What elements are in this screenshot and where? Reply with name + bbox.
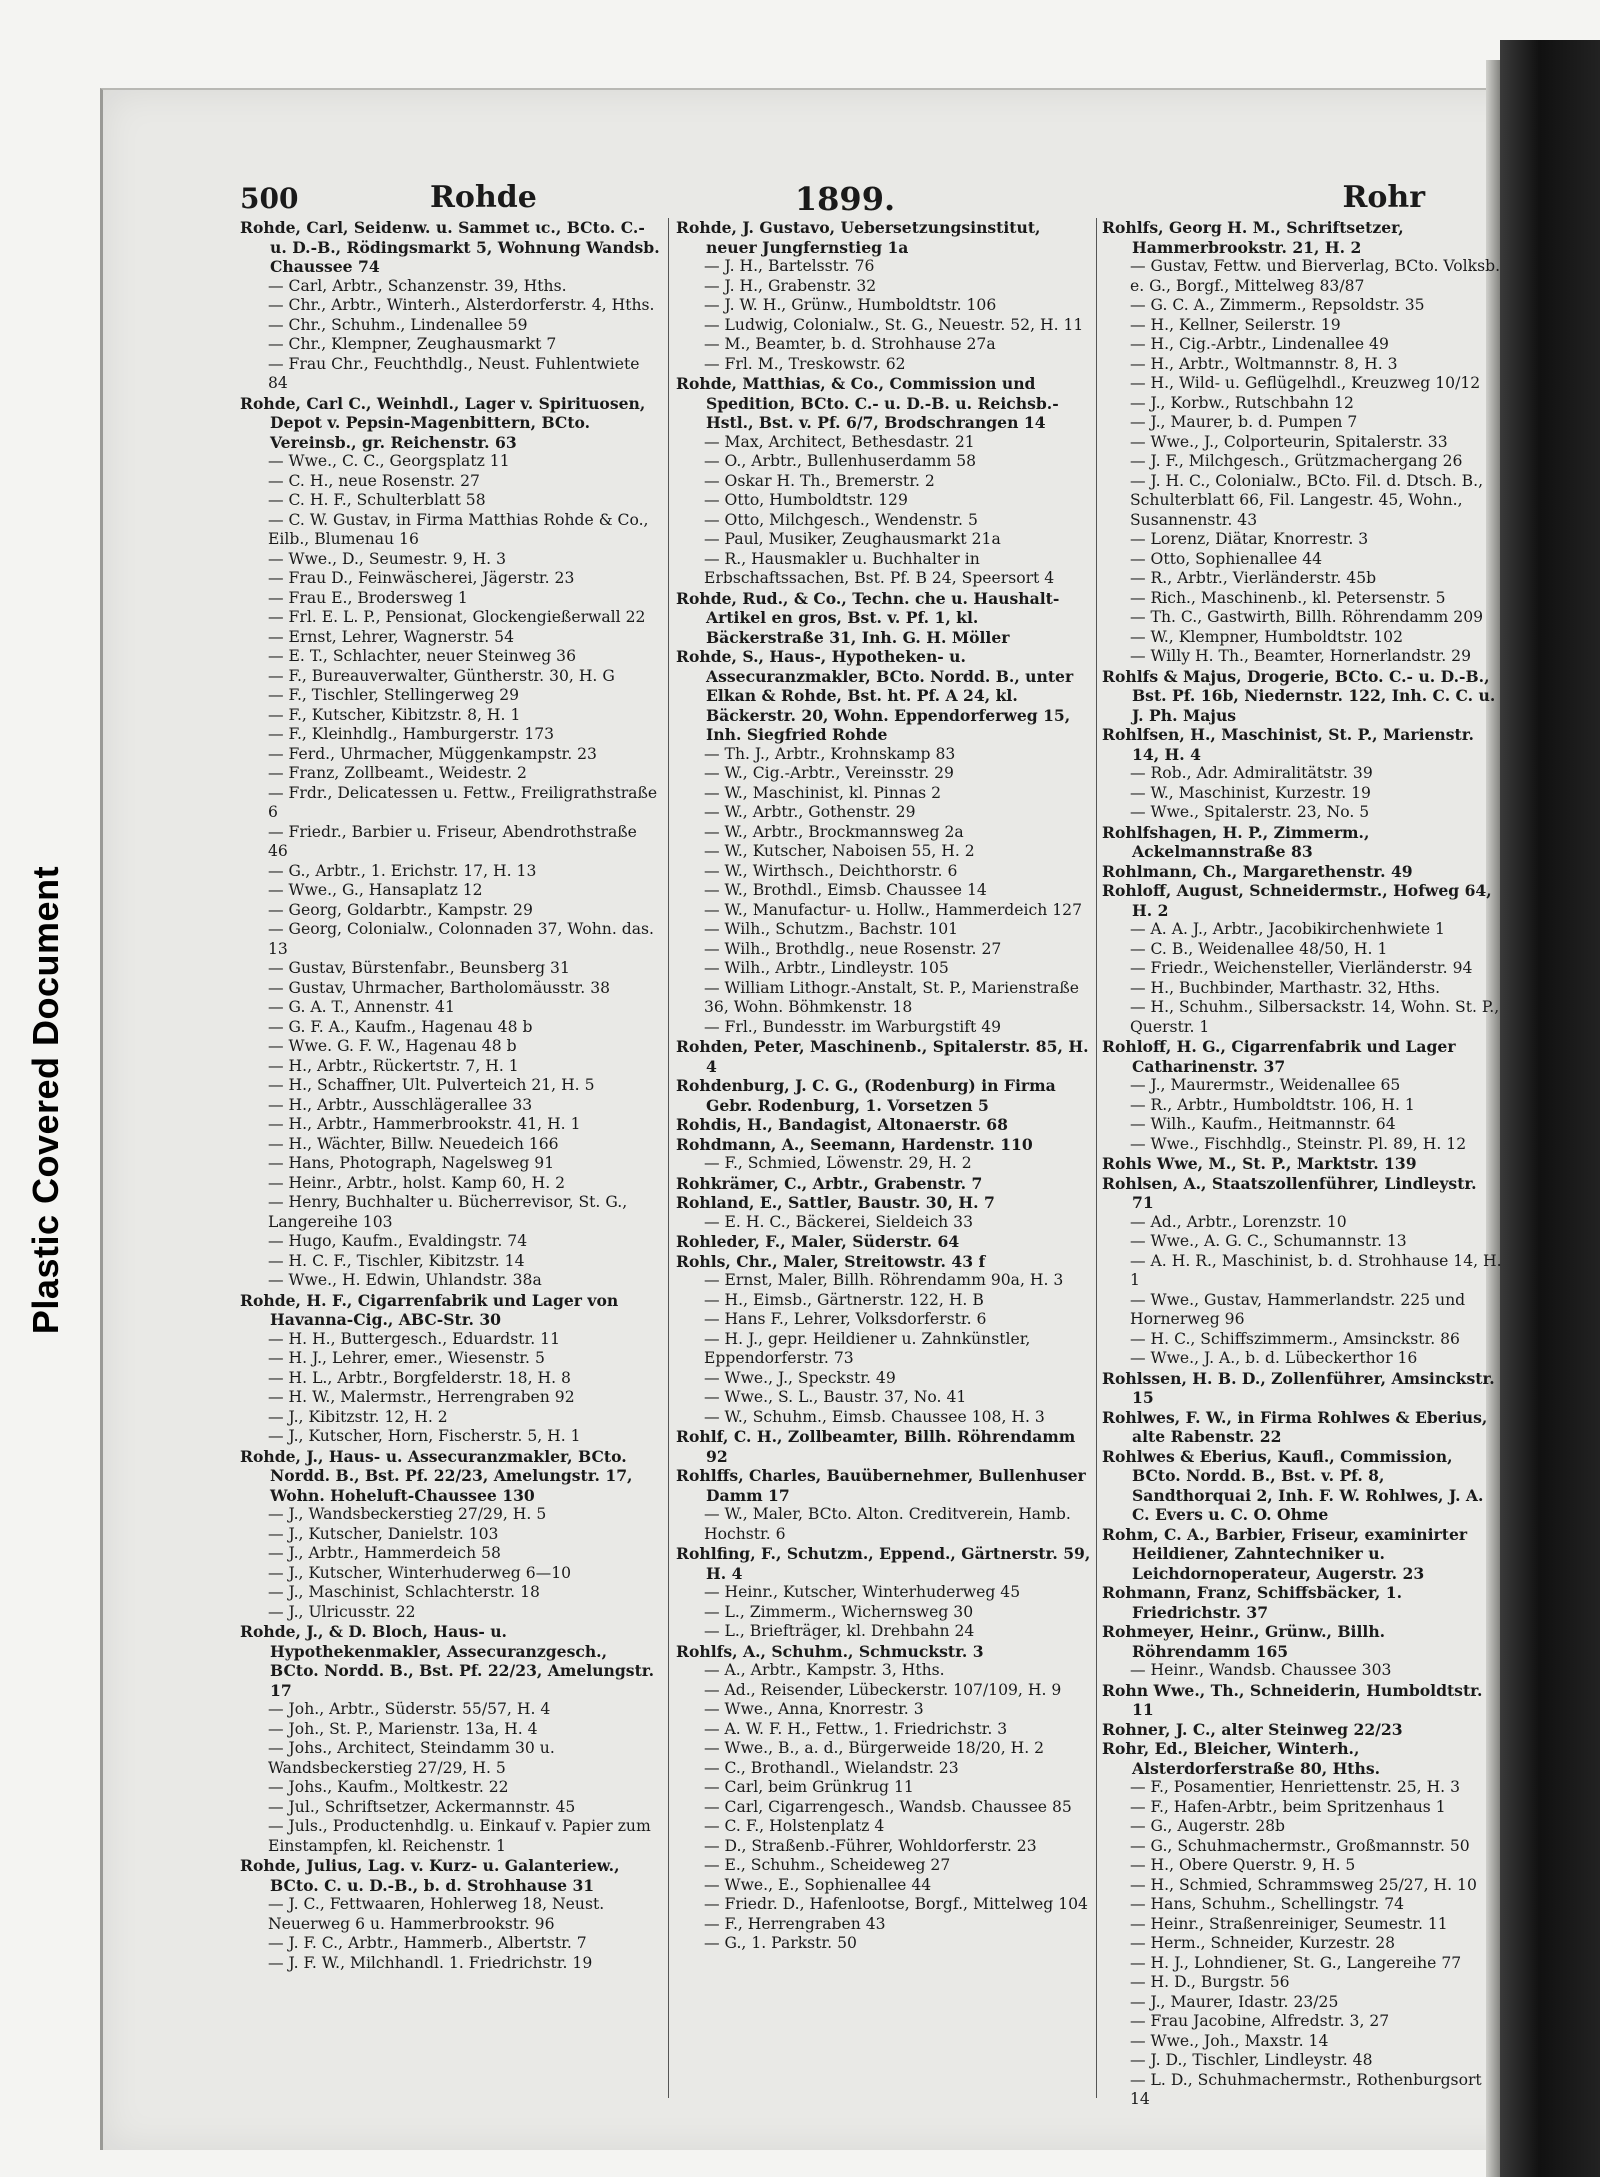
directory-entry: — J. F., Milchgesch., Grützmachergang 26 bbox=[1130, 452, 1463, 470]
directory-entry: — C. F., Holstenplatz 4 bbox=[704, 1817, 885, 1835]
directory-entry: — J., Maschinist, Schlachterstr. 18 bbox=[268, 1583, 540, 1601]
directory-entry: — J., Maurer, Idastr. 23/25 bbox=[1130, 1992, 1339, 2011]
directory-entry: — Frdr., Delicatessen u. Fettw., Freiligrathstraße 6 bbox=[268, 783, 658, 821]
directory-entry: — G., Arbtr., 1. Erichstr. 17, H. 13 bbox=[268, 861, 537, 880]
directory-entry: Rohls, Chr., Maler, Streitowstr. 43 f bbox=[676, 1251, 986, 1271]
directory-entry: — W., Klempner, Humboldtstr. 102 bbox=[1130, 627, 1404, 646]
directory-entry: — H. L., Arbtr., Borgfelderstr. 18, H. 8 bbox=[268, 1368, 571, 1387]
directory-entry: — Carl, Arbtr., Schanzenstr. 39, Hths. bbox=[268, 276, 567, 295]
directory-entry: — J. F. W., Milchhandl. 1. Friedrichstr. 19 bbox=[268, 1953, 593, 1972]
directory-entry: — W., Brothdl., Eimsb. Chaussee 14 bbox=[704, 881, 987, 899]
directory-entry: Rohloff, August, Schneidermstr., Hofweg 64, H. 2 bbox=[1102, 881, 1492, 920]
directory-entry: — J. H. C., Colonialw., BCto. Fil. d. Dtsch. B., Schulterblatt 66, Fil. Langestr. 45, Wohn., Susannenstr. 43 bbox=[1130, 471, 1484, 529]
directory-entry: Rohlwes, F. W., in Firma Rohlwes & Eberius, alte Rabenstr. 22 bbox=[1102, 1407, 1488, 1446]
directory-entry: Rohlsen, A., Staatszollenführer, Lindleystr. 71 bbox=[1102, 1173, 1477, 1212]
directory-entry: — G., Schuhmachermstr., Großmannstr. 50 bbox=[1130, 1836, 1470, 1855]
directory-entry: — Henry, Buchhalter u. Bücherrevisor, St. G., Langereihe 103 bbox=[268, 1193, 628, 1231]
directory-entry: — Th. C., Gastwirth, Billh. Röhrendamm 209 bbox=[1130, 608, 1484, 626]
directory-entry: — Joh., St. P., Marienstr. 13a, H. 4 bbox=[268, 1719, 538, 1738]
directory-entry: Rohm, C. A., Barbier, Friseur, examinirter Heildiener, Zahntechniker u. Leichdornoperateur, Augerstr. 23 bbox=[1102, 1524, 1468, 1583]
directory-entry: — Wwe., J., Speckstr. 49 bbox=[704, 1368, 896, 1387]
directory-entry: — A. A. J., Arbtr., Jacobikirchenhwiete 1 bbox=[1130, 920, 1445, 938]
directory-entry: Rohleder, F., Maler, Süderstr. 64 bbox=[676, 1232, 960, 1251]
directory-entry: — G. C. A., Zimmerm., Repsoldstr. 35 bbox=[1130, 296, 1425, 314]
directory-entry: — Ernst, Lehrer, Wagnerstr. 54 bbox=[268, 627, 515, 646]
directory-entry: — Otto, Humboldtstr. 129 bbox=[704, 491, 908, 509]
directory-entry: — R., Arbtr., Humboldtstr. 106, H. 1 bbox=[1130, 1095, 1415, 1114]
directory-entry: — Wwe., Joh., Maxstr. 14 bbox=[1130, 2031, 1329, 2050]
directory-entry: — J. H., Bartelsstr. 76 bbox=[704, 257, 875, 275]
directory-entry: — W., Arbtr., Gothenstr. 29 bbox=[704, 803, 916, 821]
left-running-head: Rohde bbox=[430, 180, 537, 215]
directory-entry: — J., Kutscher, Horn, Fischerstr. 5, H. 1 bbox=[268, 1427, 581, 1445]
directory-entry: — G., 1. Parkstr. 50 bbox=[704, 1934, 857, 1952]
directory-entry: — Wwe., S. L., Baustr. 37, No. 41 bbox=[704, 1388, 967, 1406]
directory-entry: — Wwe., H. Edwin, Uhlandstr. 38a bbox=[268, 1271, 542, 1289]
directory-entry: Rohde, J. Gustavo, Uebersetzungsinstitut, neuer Jungfernstieg 1a bbox=[676, 218, 1041, 257]
directory-entry: — Oskar H. Th., Bremerstr. 2 bbox=[704, 471, 935, 490]
directory-entry: — W., Wirthsch., Deichthorstr. 6 bbox=[704, 861, 958, 880]
directory-entry: — J., Kibitzstr. 12, H. 2 bbox=[268, 1407, 448, 1426]
directory-entry: Rohdis, H., Bandagist, Altonaerstr. 68 bbox=[676, 1115, 1009, 1134]
directory-entry: — H., Arbtr., Ausschlägerallee 33 bbox=[268, 1095, 533, 1114]
directory-entry: — Chr., Klempner, Zeughausmarkt 7 bbox=[268, 335, 557, 353]
directory-entry: — Max, Architect, Bethesdastr. 21 bbox=[704, 432, 975, 451]
directory-entry: — F., Bureauverwalter, Güntherstr. 30, H. G bbox=[268, 666, 615, 685]
directory-entry: Rohlfing, F., Schutzm., Eppend., Gärtnerstr. 59, H. 4 bbox=[676, 1544, 1091, 1583]
directory-entry: — A., Arbtr., Kampstr. 3, Hths. bbox=[704, 1661, 945, 1679]
directory-entry: — Rich., Maschinenb., kl. Petersenstr. 5 bbox=[1130, 588, 1446, 607]
directory-entry: — Wilh., Kaufm., Heitmannstr. 64 bbox=[1130, 1115, 1396, 1133]
directory-entry: Rohlfs & Majus, Drogerie, BCto. C.- u. D.-B., Bst. Pf. 16b, Niedernstr. 122, Inh. C. C. u. J. Ph. Majus bbox=[1102, 666, 1496, 725]
directory-entry: — Georg, Colonialw., Colonnaden 37, Wohn. das. 13 bbox=[268, 920, 654, 958]
directory-entry: — F., Posamentier, Henriettenstr. 25, H. 3 bbox=[1130, 1778, 1461, 1796]
directory-entry: — Wwe., C. C., Georgsplatz 11 bbox=[268, 452, 510, 470]
directory-entry: — W., Manufactur- u. Hollw., Hammerdeich 127 bbox=[704, 900, 1082, 919]
directory-entry: — Wwe., Anna, Knorrestr. 3 bbox=[704, 1700, 924, 1718]
directory-entry: — W., Kutscher, Naboisen 55, H. 2 bbox=[704, 842, 975, 860]
directory-column-3 bbox=[1102, 218, 1502, 2108]
directory-entry: — Wwe., Fischhdlg., Steinstr. Pl. 89, H. 12 bbox=[1130, 1134, 1467, 1153]
directory-entry: — J. D., Tischler, Lindleystr. 48 bbox=[1130, 2051, 1373, 2069]
directory-entry: — Hans, Schuhm., Schellingstr. 74 bbox=[1130, 1895, 1405, 1913]
directory-entry: — G. F. A., Kaufm., Hagenau 48 b bbox=[268, 1017, 533, 1036]
directory-entry: — Chr., Arbtr., Winterh., Alsterdorferstr. 4, Hths. bbox=[268, 296, 655, 314]
directory-entry: — Wwe., Spitalerstr. 23, No. 5 bbox=[1130, 803, 1370, 821]
directory-entry: — H., Cig.-Arbtr., Lindenallee 49 bbox=[1130, 335, 1389, 353]
directory-entry: — Frau Jacobine, Alfredstr. 3, 27 bbox=[1130, 2012, 1390, 2030]
directory-entry: — H., Obere Querstr. 9, H. 5 bbox=[1130, 1856, 1356, 1874]
directory-entry: — F., Schmied, Löwenstr. 29, H. 2 bbox=[704, 1154, 972, 1172]
directory-entry: — D., Straßenb.-Führer, Wohldorferstr. 23 bbox=[704, 1836, 1037, 1855]
directory-entry: — C. B., Weidenallee 48/50, H. 1 bbox=[1130, 939, 1388, 958]
directory-entry: Rohdenburg, J. C. G., (Rodenburg) in Firma Gebr. Rodenburg, 1. Vorsetzen 5 bbox=[676, 1076, 1056, 1115]
directory-entry: — Johs., Architect, Steindamm 30 u. Wandsbeckerstieg 27/29, H. 5 bbox=[268, 1739, 555, 1777]
directory-entry: — H. J., Lehrer, emer., Wiesenstr. 5 bbox=[268, 1349, 545, 1367]
directory-entry: — Friedr., Weichensteller, Vierländerstr. 94 bbox=[1130, 959, 1473, 977]
directory-column-1 bbox=[240, 218, 660, 2108]
directory-entry: Rohkrämer, C., Arbtr., Grabenstr. 7 bbox=[676, 1173, 983, 1193]
directory-entry: — Hans F., Lehrer, Volksdorferstr. 6 bbox=[704, 1310, 987, 1328]
directory-entry: — J. W. H., Grünw., Humboldtstr. 106 bbox=[704, 296, 997, 314]
directory-entry: Rohde, Julius, Lag. v. Kurz- u. Galanteriew., BCto. C. u. D.-B., b. d. Strohhause 31 bbox=[240, 1856, 620, 1895]
directory-entry: — A. H. R., Maschinist, b. d. Strohhause 14, H. 1 bbox=[1130, 1251, 1502, 1289]
right-running-head: Rohr bbox=[1342, 180, 1425, 215]
directory-entry: Rohlffs, Charles, Bauübernehmer, Bullenhuser Damm 17 bbox=[676, 1466, 1086, 1505]
directory-entry: — J., Maurermstr., Weidenallee 65 bbox=[1130, 1076, 1401, 1094]
directory-entry: — J. C., Fettwaaren, Hohlerweg 18, Neust. Neuerweg 6 u. Hammerbrookstr. 96 bbox=[268, 1895, 605, 1933]
directory-entry: — Wwe., J. A., b. d. Lübeckerthor 16 bbox=[1130, 1349, 1418, 1367]
directory-entry: — M., Beamter, b. d. Strohhause 27a bbox=[704, 335, 996, 353]
directory-entry: Rohlwes & Eberius, Kaufl., Commission, BCto. Nordd. B., Bst. v. Pf. 8, Sandthorquai 2, Inh. F. W. Rohlwes, J. A. C. Evers u. C. O. Ohme bbox=[1102, 1446, 1484, 1524]
directory-entry: — R., Hausmakler u. Buchhalter in Erbschaftssachen, Bst. Pf. B 24, Speersort 4 bbox=[704, 549, 1055, 587]
directory-entry: Rohde, S., Haus-, Hypotheken- u. Assecuranzmakler, BCto. Nordd. B., unter Elkan & Rohde, Bst. ht. Pf. A 24, kl. Bäckerstr. 20, Wohn. Eppendorferweg 15, Inh. Siegfried Rohde bbox=[676, 647, 1074, 744]
directory-entry: — William Lithogr.-Anstalt, St. P., Marienstraße 36, Wohn. Böhmkenstr. 18 bbox=[704, 978, 1080, 1016]
directory-entry: — E., Schuhm., Scheideweg 27 bbox=[704, 1856, 951, 1874]
directory-entry: — W., Maler, BCto. Alton. Creditverein, Hamb. Hochstr. 6 bbox=[704, 1505, 1071, 1543]
directory-entry: — H., Schaffner, Ult. Pulverteich 21, H. 5 bbox=[268, 1076, 595, 1094]
directory-entry: — Carl, Cigarrengesch., Wandsb. Chaussee 85 bbox=[704, 1797, 1072, 1816]
directory-entry: Rohlf, C. H., Zollbeamter, Billh. Röhrendamm 92 bbox=[676, 1427, 1076, 1466]
directory-entry: — H., Arbtr., Rückertstr. 7, H. 1 bbox=[268, 1056, 519, 1075]
directory-entry: — Gustav, Bürstenfabr., Beunsberg 31 bbox=[268, 959, 570, 977]
directory-entry: — W., Schuhm., Eimsb. Chaussee 108, H. 3 bbox=[704, 1407, 1045, 1426]
directory-entry: — Wwe., Gustav, Hammerlandstr. 225 und Hornerweg 96 bbox=[1130, 1290, 1466, 1328]
directory-entry: Rohdmann, A., Seemann, Hardenstr. 110 bbox=[676, 1134, 1033, 1154]
directory-entry: — Wwe., D., Seumestr. 9, H. 3 bbox=[268, 549, 507, 568]
directory-entry: Rohr, Ed., Bleicher, Winterh., Alsterdorferstraße 80, Hths. bbox=[1102, 1739, 1381, 1778]
directory-entry: — Carl, beim Grünkrug 11 bbox=[704, 1778, 914, 1796]
directory-entry: — G. A. T., Annenstr. 41 bbox=[268, 998, 455, 1016]
directory-entry: — C. H. F., Schulterblatt 58 bbox=[268, 491, 486, 509]
directory-entry: — Wwe., A. G. C., Schumannstr. 13 bbox=[1130, 1232, 1407, 1250]
directory-entry: — Heinr., Straßenreiniger, Seumestr. 11 bbox=[1130, 1914, 1448, 1933]
directory-entry: — H. J., Lohndiener, St. G., Langereihe 77 bbox=[1130, 1953, 1462, 1972]
directory-entry: — F., Kutscher, Kibitzstr. 8, H. 1 bbox=[268, 705, 521, 724]
directory-entry: — J., Ulricusstr. 22 bbox=[268, 1602, 416, 1621]
directory-entry: — Wwe., B., a. d., Bürgerweide 18/20, H. 2 bbox=[704, 1739, 1045, 1757]
directory-entry: — R., Arbtr., Vierländerstr. 45b bbox=[1130, 569, 1377, 587]
directory-entry: — Franz, Zollbeamt., Weidestr. 2 bbox=[268, 764, 527, 782]
directory-entry: — Frau Chr., Feuchthdlg., Neust. Fuhlentwiete 84 bbox=[268, 354, 640, 392]
column-rule-1 bbox=[668, 218, 669, 2098]
directory-entry: — H., Eimsb., Gärtnerstr. 122, H. B bbox=[704, 1290, 984, 1309]
directory-entry: — Friedr. D., Hafenlootse, Borgf., Mittelweg 104 bbox=[704, 1895, 1088, 1913]
directory-entry: — Otto, Sophienallee 44 bbox=[1130, 549, 1323, 568]
directory-entry: Rohmann, Franz, Schiffsbäcker, 1. Friedrichstr. 37 bbox=[1102, 1583, 1403, 1622]
directory-entry: Rohlfs, A., Schuhm., Schmuckstr. 3 bbox=[676, 1641, 984, 1661]
directory-entry: — H., Arbtr., Woltmannstr. 8, H. 3 bbox=[1130, 354, 1398, 373]
directory-entry: — Gustav, Fettw. und Bierverlag, BCto. Volksb. e. G., Borgf., Mittelweg 83/87 bbox=[1130, 257, 1501, 295]
directory-entry: — H., Wild- u. Geflügelhdl., Kreuzweg 10/12 bbox=[1130, 374, 1481, 392]
directory-entry: — J., Korbw., Rutschbahn 12 bbox=[1130, 393, 1354, 412]
book-spine bbox=[1500, 40, 1600, 2177]
directory-entry: Rohloff, H. G., Cigarrenfabrik und Lager Catharinenstr. 37 bbox=[1102, 1037, 1456, 1076]
year-heading: 1899. bbox=[794, 180, 896, 218]
directory-entry: — F., Hafen-Arbtr., beim Spritzenhaus 1 bbox=[1130, 1797, 1446, 1816]
directory-entry: Rohde, H. F., Cigarrenfabrik und Lager von Havanna-Cig., ABC-Str. 30 bbox=[240, 1290, 619, 1329]
directory-entry: — H., Schuhm., Silbersackstr. 14, Wohn. St. P., Querstr. 1 bbox=[1130, 998, 1500, 1036]
directory-entry: — E. H. C., Bäckerei, Sieldeich 33 bbox=[704, 1212, 974, 1231]
directory-entry: — W., Maschinist, kl. Pinnas 2 bbox=[704, 783, 942, 802]
directory-entry: — Lorenz, Diätar, Knorrestr. 3 bbox=[1130, 530, 1369, 548]
directory-entry: — Ad., Reisender, Lübeckerstr. 107/109, H. 9 bbox=[704, 1680, 1062, 1699]
directory-entry: Rohden, Peter, Maschinenb., Spitalerstr. 85, H. 4 bbox=[676, 1037, 1089, 1076]
directory-entry: — Wwe., E., Sophienallee 44 bbox=[704, 1875, 932, 1894]
directory-entry: — H., Kellner, Seilerstr. 19 bbox=[1130, 315, 1341, 334]
directory-entry: — Herm., Schneider, Kurzestr. 28 bbox=[1130, 1934, 1396, 1952]
directory-entry: — Frau D., Feinwäscherei, Jägerstr. 23 bbox=[268, 569, 575, 587]
directory-entry: — Otto, Milchgesch., Wendenstr. 5 bbox=[704, 510, 978, 529]
directory-entry: — C. H., neue Rosenstr. 27 bbox=[268, 471, 480, 490]
directory-entry: — O., Arbtr., Bullenhuserdamm 58 bbox=[704, 452, 977, 470]
directory-entry: Rohmeyer, Heinr., Grünw., Billh. Röhrendamm 165 bbox=[1102, 1622, 1386, 1661]
directory-entry: — F., Herrengraben 43 bbox=[704, 1914, 886, 1933]
directory-entry: Rohn Wwe., Th., Schneiderin, Humboldtstr. 11 bbox=[1102, 1680, 1483, 1719]
directory-entry: — Wilh., Arbtr., Lindleystr. 105 bbox=[704, 959, 949, 977]
directory-entry: — Paul, Musiker, Zeughausmarkt 21a bbox=[704, 530, 1001, 548]
directory-entry: — Johs., Kaufm., Moltkestr. 22 bbox=[268, 1778, 509, 1796]
directory-entry: — F., Tischler, Stellingerweg 29 bbox=[268, 686, 520, 704]
directory-entry: — Frau E., Brodersweg 1 bbox=[268, 588, 468, 607]
directory-entry: — H. H., Buttergesch., Eduardstr. 11 bbox=[268, 1329, 561, 1348]
directory-entry: — H., Wächter, Billw. Neuedeich 166 bbox=[268, 1134, 559, 1153]
directory-entry: — Chr., Schuhm., Lindenallee 59 bbox=[268, 315, 528, 334]
directory-entry: — Willy H. Th., Beamter, Hornerlandstr. 29 bbox=[1130, 647, 1472, 665]
plastic-covered-label: Plastic Covered Document bbox=[25, 865, 66, 1335]
directory-entry: — H., Arbtr., Hammerbrookstr. 41, H. 1 bbox=[268, 1115, 581, 1133]
directory-entry: — Wwe., J., Colporteurin, Spitalerstr. 33 bbox=[1130, 432, 1448, 451]
directory-entry: — H. J., gepr. Heildiener u. Zahnkünstler, Eppendorferstr. 73 bbox=[704, 1329, 1031, 1367]
directory-entry: — Wwe., G., Hansaplatz 12 bbox=[268, 881, 483, 899]
directory-entry: — H. C., Schiffszimmerm., Amsinckstr. 86 bbox=[1130, 1329, 1460, 1348]
directory-entry: — A. W. F. H., Fettw., 1. Friedrichstr. 3 bbox=[704, 1719, 1008, 1738]
directory-entry: Rohlmann, Ch., Margarethenstr. 49 bbox=[1102, 861, 1413, 881]
directory-entry: — Jul., Schriftsetzer, Ackermannstr. 45 bbox=[268, 1797, 576, 1816]
directory-entry: — Th. J., Arbtr., Krohnskamp 83 bbox=[704, 744, 956, 763]
directory-entry: — J. H., Grabenstr. 32 bbox=[704, 276, 877, 295]
directory-entry: — Ad., Arbtr., Lorenzstr. 10 bbox=[1130, 1212, 1347, 1231]
directory-entry: — L. D., Schuhmachermstr., Rothenburgsort 14 bbox=[1130, 2070, 1482, 2108]
directory-entry: — F., Kleinhdlg., Hamburgerstr. 173 bbox=[268, 725, 555, 743]
directory-entry: — C. W. Gustav, in Firma Matthias Rohde & Co., Eilb., Blumenau 16 bbox=[268, 510, 649, 548]
directory-entry: Rohde, Carl C., Weinhdl., Lager v. Spirituosen, Depot v. Pepsin-Magenbittern, BCto. Vereinsb., gr. Reichenstr. 63 bbox=[240, 393, 646, 452]
directory-entry: — G., Augerstr. 28b bbox=[1130, 1817, 1286, 1835]
directory-entry: Rohner, J. C., alter Steinweg 22/23 bbox=[1102, 1719, 1403, 1739]
directory-entry: — Friedr., Barbier u. Friseur, Abendrothstraße 46 bbox=[268, 822, 637, 860]
directory-entry: — J. F. C., Arbtr., Hammerb., Albertstr. 7 bbox=[268, 1934, 587, 1952]
directory-entry: — Heinr., Wandsb. Chaussee 303 bbox=[1130, 1661, 1392, 1679]
directory-entry: Rohlfs, Georg H. M., Schriftsetzer, Hammerbrookstr. 21, H. 2 bbox=[1102, 218, 1404, 257]
directory-entry: — H., Buchbinder, Marthastr. 32, Hths. bbox=[1130, 978, 1441, 997]
directory-entry: — Ludwig, Colonialw., St. G., Neuestr. 52, H. 11 bbox=[704, 315, 1084, 334]
directory-entry: — Frl., Bundesstr. im Warburgstift 49 bbox=[704, 1017, 1002, 1036]
directory-entry: Rohlfshagen, H. P., Zimmerm., Ackelmannstraße 83 bbox=[1102, 822, 1370, 861]
directory-entry: — W., Arbtr., Brockmannsweg 2a bbox=[704, 822, 964, 841]
directory-entry: — Gustav, Uhrmacher, Bartholomäusstr. 38 bbox=[268, 978, 611, 997]
directory-column-2 bbox=[676, 218, 1096, 2108]
directory-entry: Rohlfsen, H., Maschinist, St. P., Marienstr. 14, H. 4 bbox=[1102, 725, 1474, 764]
directory-entry: — H., Schmied, Schrammsweg 25/27, H. 10 bbox=[1130, 1875, 1477, 1894]
directory-entry: Rohde, J., Haus- u. Assecuranzmakler, BCto. Nordd. B., Bst. Pf. 22/23, Amelungstr. 17, Wohn. Hoheluft-Chaussee 130 bbox=[240, 1446, 633, 1505]
directory-entry: Rohde, J., & D. Bloch, Haus- u. Hypothekenmakler, Assecuranzgesch., BCto. Nordd. B., Bst. Pf. 22/23, Amelungstr. 17 bbox=[240, 1622, 654, 1700]
directory-entry: — Wilh., Brothdlg., neue Rosenstr. 27 bbox=[704, 939, 1002, 958]
directory-entry: — Georg, Goldarbtr., Kampstr. 29 bbox=[268, 900, 533, 919]
page-header bbox=[240, 180, 1450, 220]
directory-entry: — Frl. M., Treskowstr. 62 bbox=[704, 354, 906, 373]
directory-entry: — Rob., Adr. Admiralitätstr. 39 bbox=[1130, 764, 1373, 782]
directory-entry: — H. C. F., Tischler, Kibitzstr. 14 bbox=[268, 1251, 525, 1270]
directory-entry: — C., Brothandl., Wielandstr. 23 bbox=[704, 1758, 959, 1777]
directory-entry: — L., Briefträger, kl. Drehbahn 24 bbox=[704, 1622, 975, 1640]
directory-entry: Rohde, Rud., & Co., Techn. che u. Haushalt-Artikel en gros, Bst. v. Pf. 1, kl. Bäckerstraße 31, Inh. G. H. Möller bbox=[676, 588, 1060, 647]
directory-entry: — J., Wandsbeckerstieg 27/29, H. 5 bbox=[268, 1505, 547, 1523]
directory-entry: Rohland, E., Sattler, Baustr. 30, H. 7 bbox=[676, 1193, 995, 1212]
directory-entry: Rohde, Carl, Seidenw. u. Sammet ɩc., BCto. C.- u. D.-B., Rödingsmarkt 5, Wohnung Wandsb. Chaussee 74 bbox=[240, 218, 660, 276]
directory-entry: — W., Maschinist, Kurzestr. 19 bbox=[1130, 783, 1371, 802]
page-number: 500 bbox=[240, 182, 299, 215]
directory-entry: Rohde, Matthias, & Co., Commission und Spedition, BCto. C.- u. D.-B. u. Reichsb.-Hstl., Bst. v. Pf. 6/7, Brodschrangen 14 bbox=[676, 374, 1059, 432]
directory-entry: — W., Cig.-Arbtr., Vereinsstr. 29 bbox=[704, 764, 954, 782]
directory-entry: — L., Zimmerm., Wichernsweg 30 bbox=[704, 1602, 974, 1621]
column-rule-2 bbox=[1096, 218, 1097, 2098]
directory-entry: — Juls., Productenhdlg. u. Einkauf v. Papier zum Einstampfen, kl. Reichenstr. 1 bbox=[268, 1817, 651, 1855]
directory-entry: — Ernst, Maler, Billh. Röhrendamm 90a, H. 3 bbox=[704, 1271, 1064, 1289]
directory-entry: — Frl. E. L. P., Pensionat, Glockengießerwall 22 bbox=[268, 608, 646, 626]
directory-entry: — J., Maurer, b. d. Pumpen 7 bbox=[1130, 413, 1358, 431]
directory-entry: Rohlssen, H. B. D., Zollenführer, Amsinckstr. 15 bbox=[1102, 1368, 1495, 1407]
directory-entry: — Heinr., Kutscher, Winterhuderweg 45 bbox=[704, 1583, 1021, 1601]
directory-entry: — Joh., Arbtr., Süderstr. 55/57, H. 4 bbox=[268, 1700, 551, 1718]
directory-entry: Rohls Wwe, M., St. P., Marktstr. 139 bbox=[1102, 1154, 1417, 1173]
directory-entry: — E. T., Schlachter, neuer Steinweg 36 bbox=[268, 647, 577, 665]
directory-entry: — Heinr., Arbtr., holst. Kamp 60, H. 2 bbox=[268, 1173, 566, 1192]
directory-entry: — Hugo, Kaufm., Evaldingstr. 74 bbox=[268, 1232, 528, 1250]
directory-entry: — Ferd., Uhrmacher, Müggenkampstr. 23 bbox=[268, 744, 597, 763]
directory-entry: — J., Kutscher, Winterhuderweg 6—10 bbox=[268, 1563, 572, 1582]
directory-entry: — Wilh., Schutzm., Bachstr. 101 bbox=[704, 920, 959, 938]
directory-entry: — J., Kutscher, Danielstr. 103 bbox=[268, 1524, 499, 1543]
directory-entry: — H. W., Malermstr., Herrengraben 92 bbox=[268, 1388, 575, 1406]
directory-entry: — J., Arbtr., Hammerdeich 58 bbox=[268, 1544, 501, 1562]
directory-entry: — Wwe. G. F. W., Hagenau 48 b bbox=[268, 1037, 517, 1055]
directory-entry: — Hans, Photograph, Nagelsweg 91 bbox=[268, 1154, 555, 1172]
directory-entry: — H. D., Burgstr. 56 bbox=[1130, 1973, 1290, 1991]
